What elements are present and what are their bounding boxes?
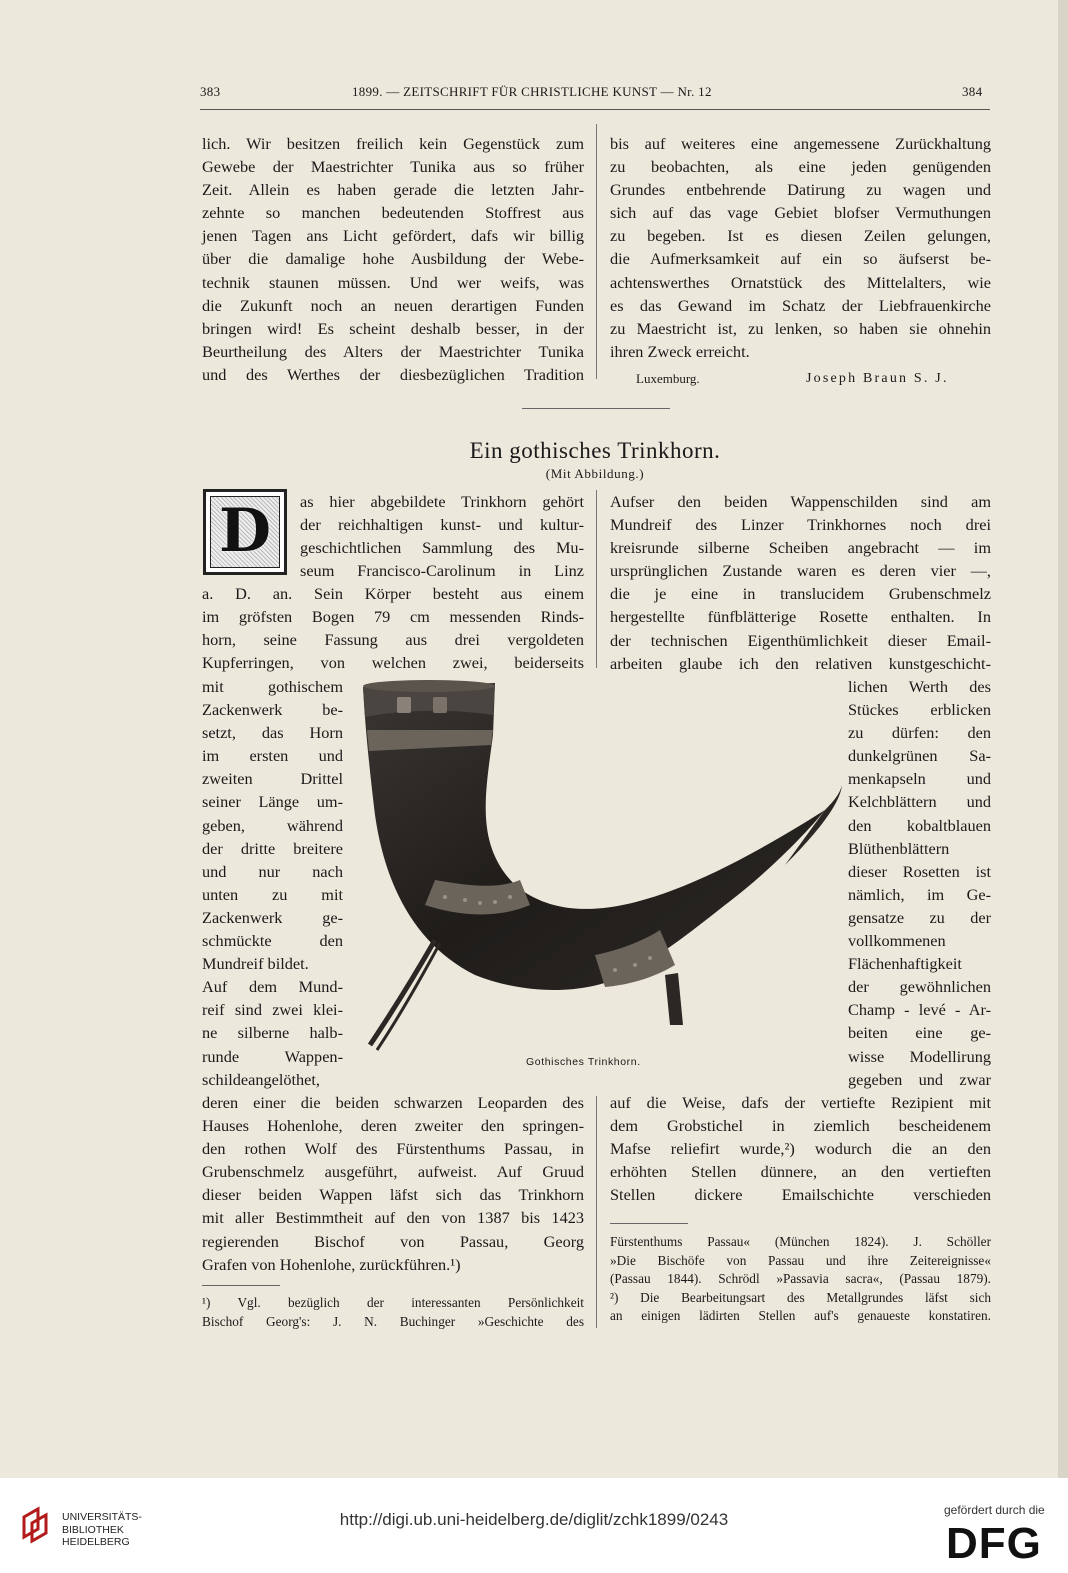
- text-line: die Zukunft noch an neuen derartigen Funden: [202, 295, 584, 315]
- text-line: Aufser den beiden Wappenschilden sind am: [610, 492, 991, 511]
- upper-left-column: [202, 132, 584, 386]
- text-line: Mundreif bildet.: [202, 954, 309, 974]
- text-line: Fürstenthums Passau« (München 1824). J. Schöller: [610, 1234, 991, 1249]
- text-line: Gewebe der Maestrichter Tunika aus so früher: [202, 157, 584, 177]
- horn-leg: [370, 940, 435, 1045]
- text-line: den kobaltblauen: [848, 815, 991, 835]
- text-line: setzt, das Horn: [202, 723, 343, 743]
- text-line: seiner Länge um-: [202, 792, 343, 812]
- text-line: menkapseln und: [848, 769, 991, 789]
- signature-author: Joseph Braun S. J.: [806, 371, 949, 386]
- text-line: schildeangelöthet,: [202, 1069, 320, 1089]
- text-line: Zackenwerk be-: [202, 700, 343, 720]
- text-line: dunkelgrünen Sa-: [848, 746, 991, 766]
- initial-letter: D: [218, 496, 272, 566]
- text-line: lich. Wir besitzen freilich kein Gegenstück zum: [202, 134, 584, 153]
- text-line: erhöhten Stellen dünnere, an den vertieften: [610, 1162, 991, 1182]
- text-line: der technischen Eigenthümlichkeit dieser Email-: [610, 630, 991, 650]
- signature-place: Luxemburg.: [636, 371, 700, 386]
- library-name-line: BIBLIOTHEK: [62, 1523, 124, 1536]
- text-line: zu begeben. Ist es diesen Zeilen gelungen,: [610, 226, 991, 246]
- text-line: Hauses Hohenlohe, deren zweiter den springen-: [202, 1116, 584, 1136]
- text-line: Beurtheilung des Alters der Maestrichter Tunika: [202, 341, 584, 361]
- text-line: a. D. an. Sein Körper besteht aus einem: [202, 584, 584, 603]
- text-line: ihren Zweck erreicht.: [610, 341, 750, 361]
- coat-of-arms-shield: [433, 697, 447, 713]
- text-line: die Aufmerksamkeit auf ein so äufserst be-: [610, 249, 991, 269]
- text-line: reif sind zwei klei-: [202, 1000, 343, 1020]
- text-line: arbeiten glaube ich den relativen kunstgeschicht-: [610, 653, 991, 673]
- text-line: zu beobachten, als eine jeden genügenden: [610, 157, 991, 177]
- text-line: den rothen Wolf des Fürstenthums Passau, in: [202, 1139, 584, 1159]
- text-line: gegeben und zwar: [848, 1069, 991, 1089]
- text-line: as hier abgebildete Trinkhorn gehört: [300, 492, 584, 511]
- text-line: und nur nach: [202, 861, 343, 881]
- text-line: regierenden Bischof von Passau, Georg: [202, 1231, 584, 1251]
- decorated-initial: [203, 489, 287, 575]
- text-line: der reichhaltigen kunst- und kultur-: [300, 515, 584, 535]
- text-line: bringen wird! Es scheint deshalb besser, in der: [202, 318, 584, 338]
- footnote-rule-left: [202, 1285, 280, 1286]
- text-line: dieser Rosetten ist: [848, 861, 991, 881]
- text-line: die je eine in translucidem Grubenschmelz: [610, 584, 991, 604]
- right-narrow-lines: [848, 675, 991, 1091]
- column-divider-lower: [596, 1096, 597, 1328]
- text-line: bis auf weiteres eine angemessene Zurückhaltung: [610, 134, 991, 153]
- text-line: im ersten und: [202, 746, 343, 766]
- page-number-left: 383: [200, 84, 221, 99]
- text-line: hergestellte fünfblätterige Rosette enthalten. In: [610, 607, 991, 627]
- text-line: es das Gewand im Schatz der Liebfrauenkirche: [610, 295, 991, 315]
- column-divider: [596, 124, 597, 379]
- text-line: sich auf das vage Gebiet blofser Vermuthungen: [610, 203, 991, 223]
- text-line: Stellen dickere Emailschichte verschieden: [610, 1185, 991, 1205]
- text-line: im gröfsten Bogen 79 cm messenden Rinds-: [202, 607, 584, 627]
- horn-tip: [785, 785, 842, 865]
- text-line: beiten eine ge-: [848, 1023, 991, 1043]
- left-narrow-lines: [202, 675, 343, 1091]
- text-line: Bischof Georg's: J. N. Buchinger »Geschichte des: [202, 1313, 584, 1329]
- text-line: ¹) Vgl. bezüglich der interessanten Persönlichkeit: [202, 1295, 584, 1310]
- left-full-lines: [202, 582, 584, 674]
- left-bottom-lines: [202, 1091, 584, 1276]
- text-line: Flächenhaftigkeit: [848, 954, 962, 974]
- text-line: »Die Bischöfe von Passau und ihre Zeitereignisse«: [610, 1252, 991, 1268]
- text-line: vollkommenen: [848, 931, 946, 951]
- header-rule: [200, 109, 990, 110]
- text-line: der gewöhnlichen: [848, 977, 991, 997]
- text-line: schmückte den: [202, 931, 343, 951]
- text-line: der dritte breitere: [202, 838, 343, 858]
- text-line: horn, seine Fassung aus drei vergoldeten: [202, 630, 584, 650]
- text-line: Zackenwerk ge-: [202, 907, 343, 927]
- text-line: mit aller Bestimmtheit auf den von 1387 bis 1423: [202, 1208, 584, 1228]
- text-line: Blüthenblättern: [848, 838, 950, 858]
- text-line: Auf dem Mund-: [202, 977, 343, 997]
- text-line: Champ - levé - Ar-: [848, 1000, 991, 1020]
- text-line: nämlich, im Ge-: [848, 884, 991, 904]
- text-line: geschichtlichen Sammlung des Mu-: [300, 538, 584, 558]
- right-bottom-lines: [610, 1091, 991, 1206]
- text-line: gensatze zu der: [848, 907, 991, 927]
- text-line: zehnte so manchen bedeutenden Stoffrest aus: [202, 203, 584, 223]
- text-line: Stückes erblicken: [848, 700, 991, 720]
- text-line: dieser beiden Wappen läfst sich das Trinkhorn: [202, 1185, 584, 1205]
- text-line: dem Grobstichel in ziemlich bescheidenem: [610, 1116, 991, 1136]
- text-line: achtenswerthes Ornatstück des Mittelalters, wie: [610, 272, 991, 292]
- dfg-logo: DFG: [946, 1519, 1042, 1568]
- text-line: ²) Die Bearbeitungsart des Metallgrundes läfst sich: [610, 1289, 991, 1305]
- text-line: deren einer die beiden schwarzen Leoparden des: [202, 1093, 584, 1112]
- page-number-right: 384: [962, 84, 983, 99]
- text-line: Mundreif des Linzer Trinkhornes noch drei: [610, 515, 991, 535]
- text-line: lichen Werth des: [848, 677, 991, 696]
- text-line: wisse Modellirung: [848, 1046, 991, 1066]
- running-title: 1899. — ZEITSCHRIFT FÜR CHRISTLICHE KUNST — Nr. 12: [352, 84, 712, 99]
- text-line: Grundes entbehrende Datirung zu wagen und: [610, 180, 991, 200]
- footnotes-right: [610, 1233, 991, 1326]
- initial-lines: [300, 490, 584, 582]
- text-line: auf die Weise, dafs der vertiefte Rezipient mit: [610, 1093, 991, 1112]
- article-subtitle: (Mit Abbildung.): [545, 466, 645, 481]
- text-line: (Passau 1844). Schrödl »Passavia sacra«, (Passau 1879).: [610, 1271, 991, 1286]
- text-line: Grafen von Hohenlohe, zurückführen.¹): [202, 1254, 461, 1274]
- text-line: an einigen lädirten Stellen auf's genaueste konstatiren.: [610, 1308, 991, 1323]
- library-name-line: UNIVERSITÄTS-: [62, 1511, 142, 1523]
- text-line: über die damalige hohe Ausbildung der Webe-: [202, 249, 584, 269]
- text-line: Kupferringen, von welchen zwei, beiderseits: [202, 653, 584, 673]
- article-title: Ein gothisches Trinkhorn.: [469, 438, 721, 463]
- coat-of-arms-shield: [397, 697, 411, 713]
- column-divider-upper: [596, 490, 597, 668]
- footnote-rule-right: [610, 1223, 688, 1224]
- figure-caption: Gothisches Trinkhorn.: [526, 1056, 641, 1068]
- text-line: mit gothischem: [202, 677, 343, 696]
- right-full-lines: [610, 490, 991, 675]
- library-name-line: HEIDELBERG: [62, 1536, 130, 1548]
- text-line: ursprünglichen Zustande waren es deren vier —,: [610, 561, 991, 581]
- text-line: technik staunen müssen. Und wer weifs, was: [202, 272, 584, 292]
- text-line: unten zu mit: [202, 884, 343, 904]
- text-line: Grubenschmelz ausgeführt, aufweist. Auf Gruud: [202, 1162, 584, 1182]
- text-line: zu Maestricht ist, zu lenken, so haben sie ohnehin: [610, 318, 991, 338]
- text-line: runde Wappen-: [202, 1046, 343, 1066]
- text-line: Zeit. Allein es haben gerade die letzten Jahr-: [202, 180, 584, 200]
- text-line: Mafse reliefirt wurde,²) wodurch die an den: [610, 1139, 991, 1159]
- text-line: ne silberne halb-: [202, 1023, 343, 1043]
- text-line: geben, während: [202, 815, 343, 835]
- funding-label: gefördert durch die: [944, 1503, 1045, 1517]
- section-separator: [522, 408, 670, 409]
- text-line: Kelchblättern und: [848, 792, 991, 812]
- text-line: seum Francisco-Carolinum in Linz: [300, 561, 584, 581]
- upper-right-column: [610, 132, 991, 363]
- source-url[interactable]: http://digi.ub.uni-heidelberg.de/diglit/zchk1899/0243: [339, 1510, 729, 1529]
- horn-foot: [665, 973, 683, 1025]
- page-edge: [1058, 0, 1068, 1478]
- text-line: jenen Tagen ans Licht gefördert, dafs wir billig: [202, 226, 584, 246]
- footnotes-left: [202, 1294, 584, 1331]
- text-line: und des Werthes der diesbezüglichen Tradition: [202, 364, 584, 384]
- text-line: zu dürfen: den: [848, 723, 991, 743]
- drinking-horn-illustration: [345, 675, 855, 1075]
- text-line: kreisrunde silberne Scheiben angebracht — im: [610, 538, 991, 558]
- text-line: zweiten Drittel: [202, 769, 343, 789]
